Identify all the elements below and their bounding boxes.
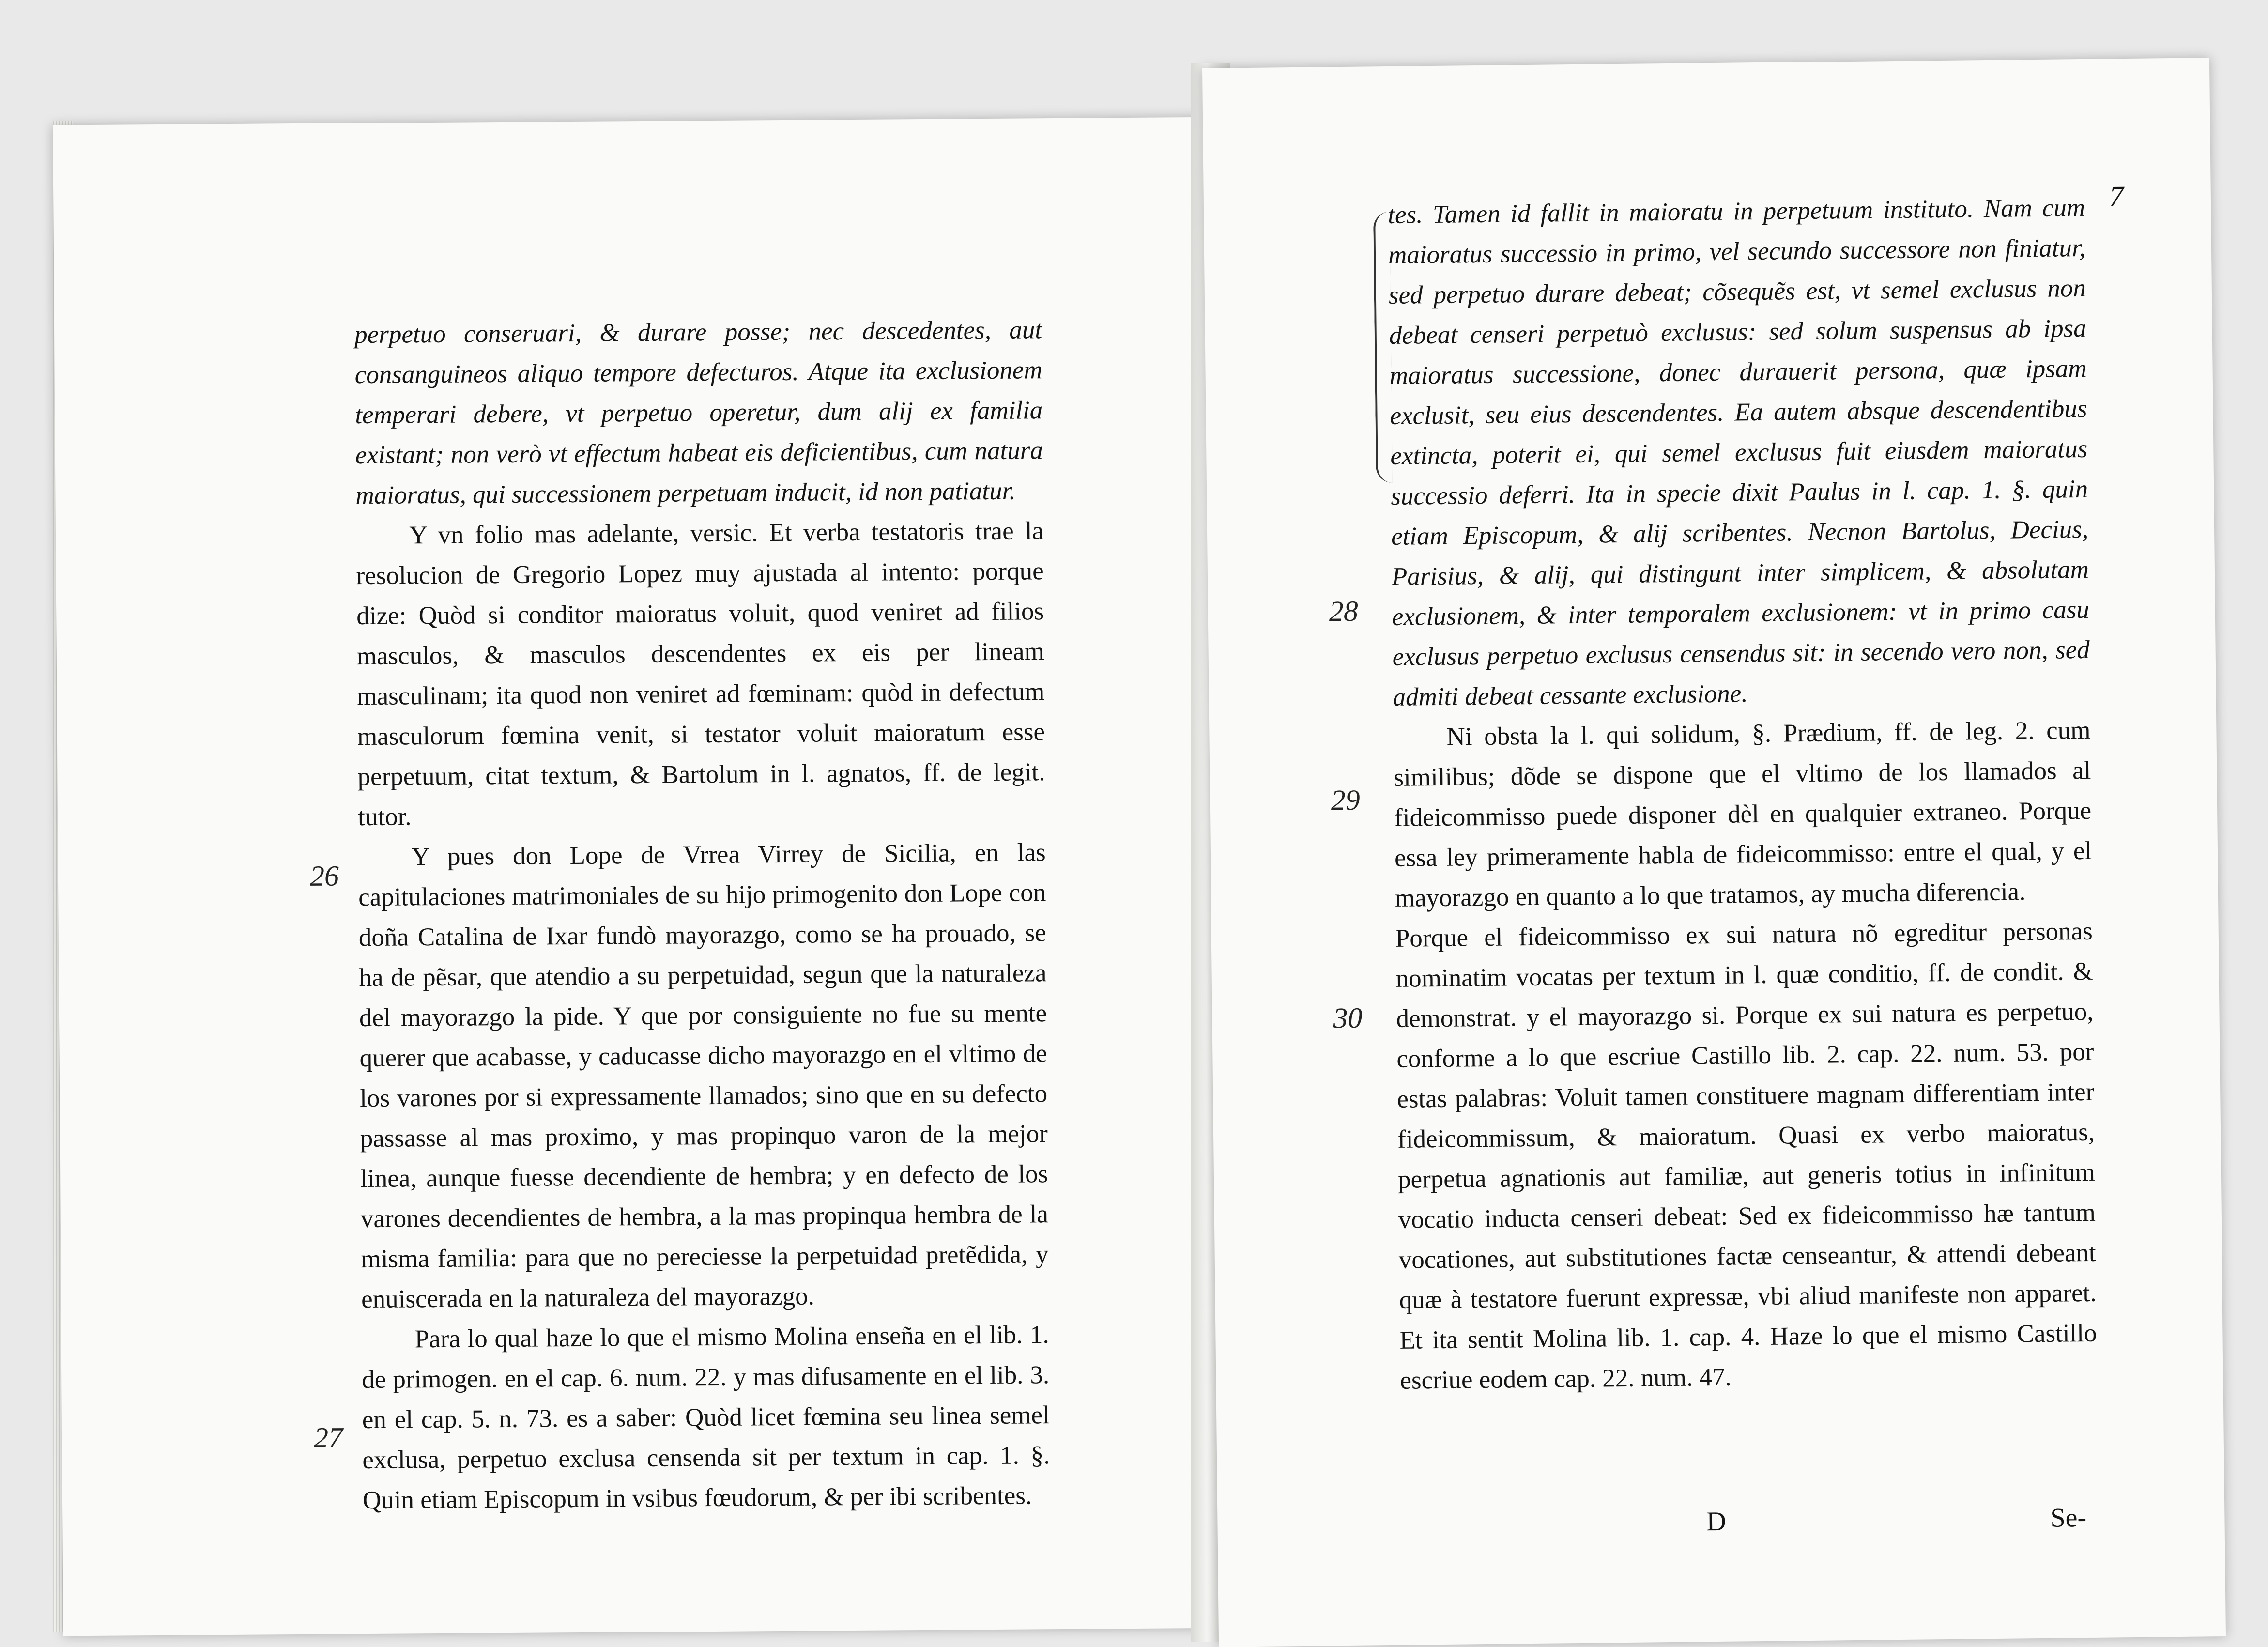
left-paragraph-4: Para lo qual haze lo que el mismo Molina enseña en el lib. 1. de primogen. en el cap. 6. num. 22. y mas difusamente en el lib. 3. en el cap. 5. n. 73. es a saber: Quòd licet fœmina seu linea semel exclusa, perpetuo exclusa censenda sit per textum in cap. 1. §. Quin etiam Episcopum in vsibus fœudorum, & per ibi scribentes.	[362, 1321, 1050, 1515]
catchword: Se-	[2050, 1503, 2087, 1533]
margin-number-28: 28	[1329, 595, 1359, 628]
right-page	[1202, 58, 2226, 1647]
margin-number-30: 30	[1333, 1001, 1363, 1034]
right-paragraph-1: tes. Tamen id fallit in maioratu in perpetuum instituto. Nam cum maioratus successio in primo, vel secundo successore non finiatur, sed perpetuo durare debeat; cõsequẽs est, vt semel exclusus non debeat censeri perpetuò exclusus: sed solum suspensus ab ipsa maioratus successione, donec durauerit persona, quæ ipsam exclusit, seu eius descendentes. Ea autem absque descendentibus extincta, poterit ei, qui semel exclusus fuit eiusdem maioratus successio deferri. Ita in specie dixit Paulus in l. cap. 1. §. quin etiam Episcopum, & alij scribentes. Necnon Bartolus, Decius, Parisius, & alij, qui distingunt inter simplicem, & absolutam exclusionem, & inter temporalem exclusionem: vt in primo casu exclusus perpetuo exclusus censendus sit: in secendo vero non, sed admiti debeat cessante exclusione.	[1387, 193, 2090, 711]
right-paragraph-2: Ni obsta la l. qui solidum, §. Prædium, ff. de leg. 2. cum similibus; dõde se dispone que el vltimo de los llamados al fideicommisso puede disponer dèl en qualquier extraneo. Porque essa ley primeramente habla de fideicommisso: entre el qual, y el mayorazgo en quanto a lo que tratamos, ay mucha diferencia.	[1394, 716, 2092, 912]
right-paragraph-3: Porque el fideicommisso ex sui natura nõ egreditur personas nominatim vocatas per textum in l. quæ conditio, ff. de condit. & demonstrat. y el mayorazgo si. Porque ex sui natura es perpetuo, conforme a lo que escriue Castillo lib. 2. cap. 22. num. 53. por estas palabras: Voluit tamen constituere magnam differentiam inter fideicommissum, & maioratum. Quasi ex verbo maioratus, perpetua agnationis aut familiæ, aut generis totius in infinitum vocatio inducta censeri debeat: Sed ex fideicommisso hæ tantum vocationes, aut substitutiones factæ censeantur, & attendi debeant quæ à testatore fuerunt expressæ, vbi aliud manifeste non apparet. Et ita sentit Molina lib. 1. cap. 4. Haze lo que el mismo Castillo escriue eodem cap. 22. num. 47.	[1395, 917, 2097, 1395]
left-paragraph-2: Y vn folio mas adelante, versic. Et verba testatoris trae la resolucion de Gregorio Lopez muy ajustada al intento: porque dize: Quòd si conditor maioratus voluit, quod veniret ad filios masculos, & masculos descendentes ex eis per lineam masculinam; ita quod non veniret ad fœminam: quòd in defectum masculorum fœmina venit, si testator voluit maioratum esse perpetuum, citat textum, & Bartolum in l. agnatos, ff. de legit. tutor.	[356, 517, 1045, 831]
margin-number-29: 29	[1331, 784, 1361, 816]
left-page	[53, 117, 1235, 1636]
right-text-column	[1388, 188, 2098, 1401]
page-number: 7	[2109, 180, 2124, 213]
left-paragraph-1: perpetuo conseruari, & durare posse; nec descedentes, aut consanguineos aliquo tempore defecturos. Atque ita exclusionem temperari debere, vt perpetuo operetur, dum alij ex familia existant; non verò vt effectum habeat eis deficientibus, cum natura maioratus, qui successionem perpetuam inducit, id non patiatur.	[354, 316, 1043, 510]
book-spread	[39, 34, 2218, 1627]
margin-number-26: 26	[309, 860, 339, 892]
left-paragraph-3: Y pues don Lope de Vrrea Virrey de Sicilia, en las capitulaciones matrimoniales de su hijo primogenito don Lope con doña Catalina de Ixar fundò mayorazgo, como se ha prouado, se ha de pẽsar, que atendio a su perpetuidad, segun que la naturaleza del mayorazgo la pide. Y que por consiguiente no fue su mente querer que acabasse, y caducasse dicho mayorazgo en el vltimo de los varones por si expressamente llamados; sino que en su defecto passasse al mas proximo, y mas propinquo varon de la mejor linea, aunque fuesse decendiente de hembra; y en defecto de los varones decendientes de hembra, a la mas propinqua hembra de la misma familia: para que no pereciesse la perpetuidad pretẽdida, y enuiscerada en la naturaleza del mayorazgo.	[358, 838, 1049, 1314]
left-text-column	[354, 310, 1050, 1521]
signature-mark: D	[1706, 1506, 1727, 1537]
margin-number-27: 27	[313, 1421, 343, 1454]
